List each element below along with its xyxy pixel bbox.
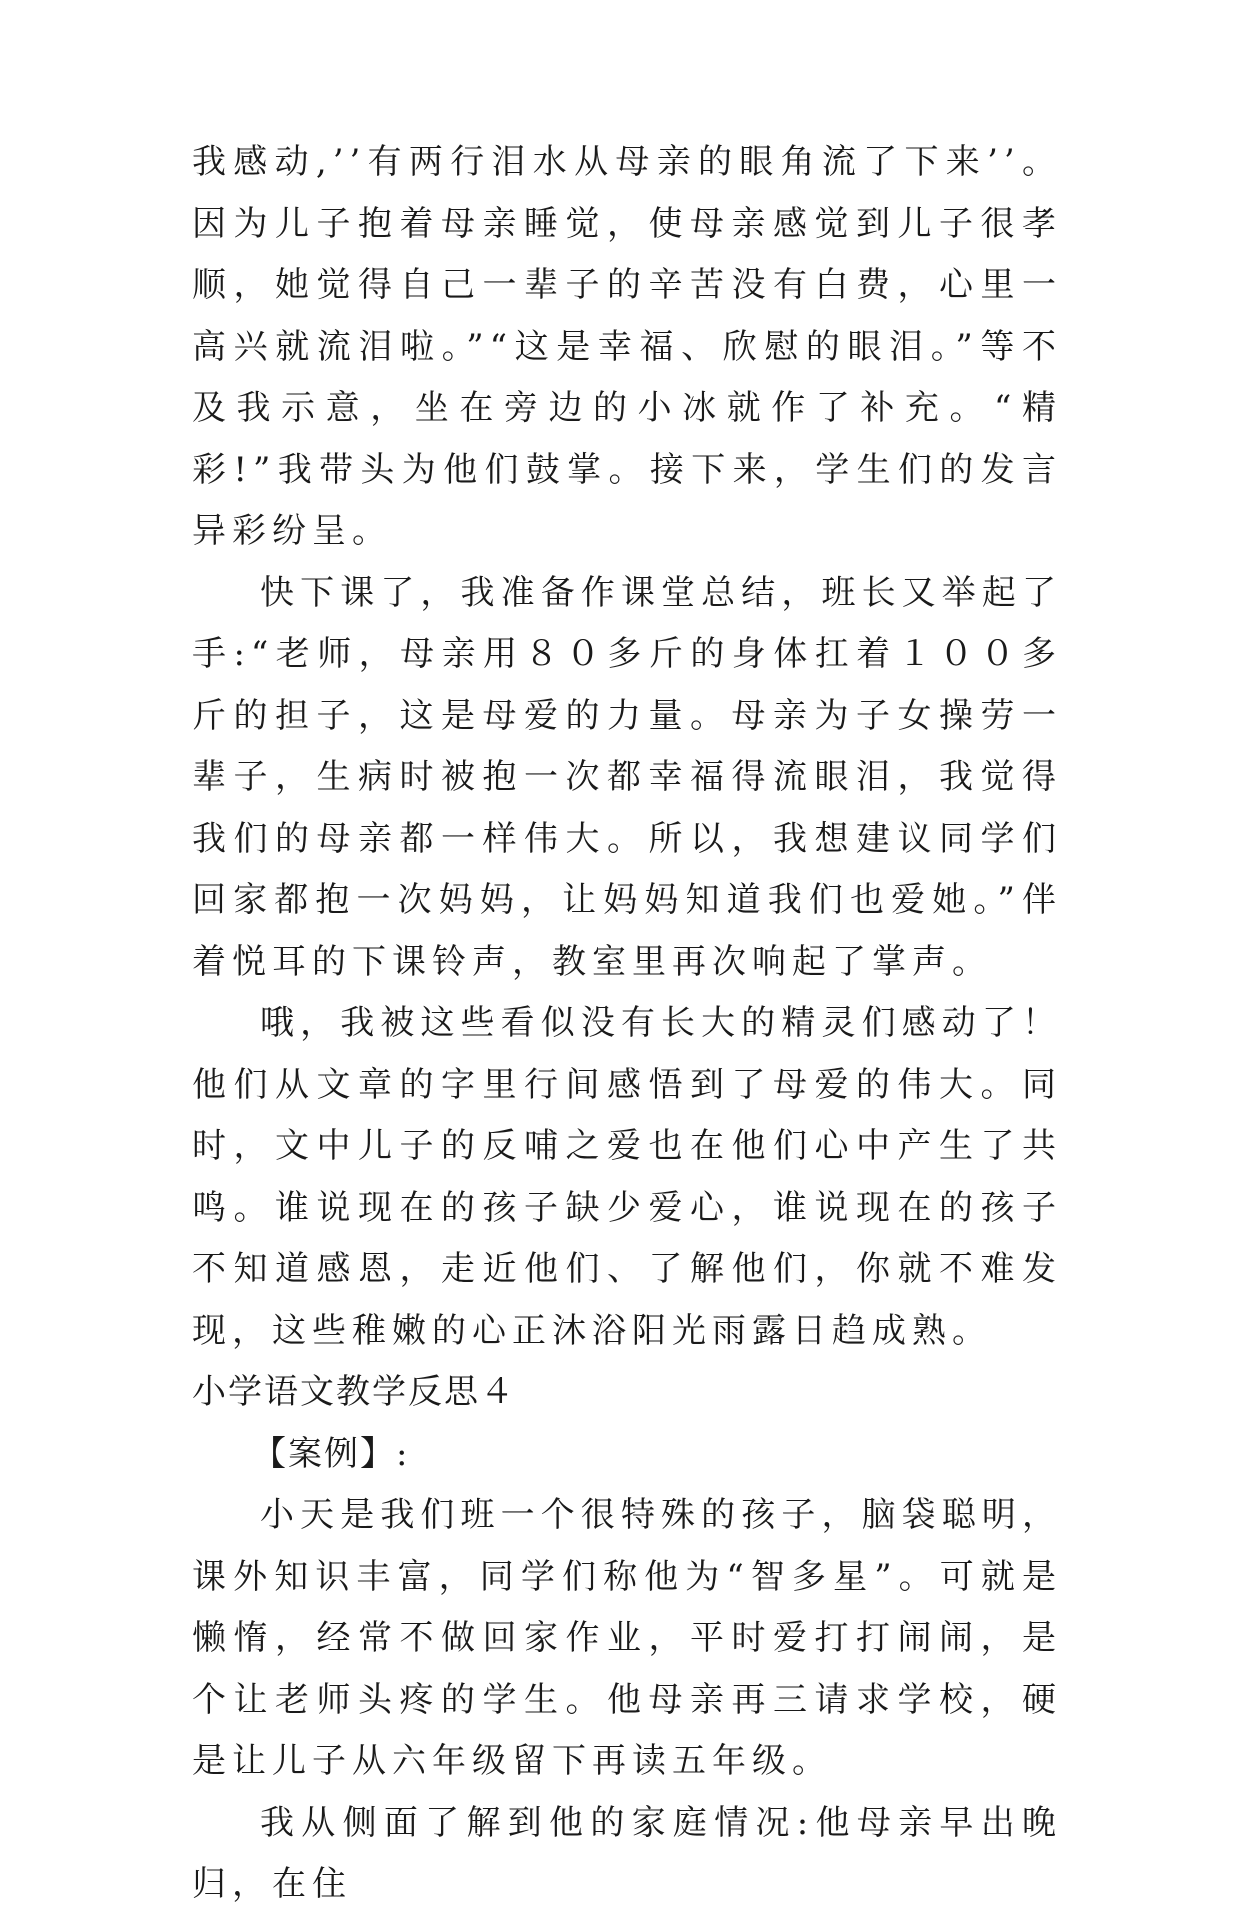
document-body	[192, 132, 1062, 1916]
paragraph-5: 我从侧面了解到他的家庭情况:他母亲早出晚归，在住	[192, 1802, 1062, 1904]
case-label: 【案例】:	[252, 1433, 410, 1474]
section-title: 小学语文教学反思４	[192, 1372, 516, 1412]
paragraph-1: 我感动,’’有两行泪水从母亲的眼角流了下来’’。因为儿子抱着母亲睡觉，使母亲感觉到儿子很孝顺，她觉得自己一辈子的辛苦没有白费，心里一高兴就流泪啦。”“这是幸福、欣慰的眼泪。”等不及我示意，坐在旁边的小冰就作了补充。“精彩!”我带头为他们鼓掌。接下来，学生们的发言异彩纷呈。	[192, 142, 1062, 551]
paragraph-2: 快下课了，我准备作课堂总结，班长又举起了手:“老师，母亲用８０多斤的身体扛着１００多斤的担子，这是母爱的力量。母亲为子女操劳一辈子，生病时被抱一次都幸福得流眼泪，我觉得我们的母亲都一样伟大。所以，我想建议同学们回家都抱一次妈妈，让妈妈知道我们也爱她。”伴着悦耳的下课铃声，教室里再次响起了掌声。	[192, 572, 1062, 982]
paragraph-3: 哦，我被这些看似没有长大的精灵们感动了！他们从文章的字里行间感悟到了母爱的伟大。同时，文中儿子的反哺之爱也在他们心中产生了共鸣。谁说现在的孩子缺少爱心，谁说现在的孩子不知道感恩，走近他们、了解他们，你就不难发现，这些稚嫩的心正沐浴阳光雨露日趋成熟。	[192, 1003, 1062, 1351]
paragraph-4: 小天是我们班一个很特殊的孩子，脑袋聪明，课外知识丰富，同学们称他为“智多星”。可就是懒惰，经常不做回家作业，平时爱打打闹闹，是个让老师头疼的学生。他母亲再三请求学校，硬是让儿子从六年级留下再读五年级。	[192, 1495, 1062, 1781]
